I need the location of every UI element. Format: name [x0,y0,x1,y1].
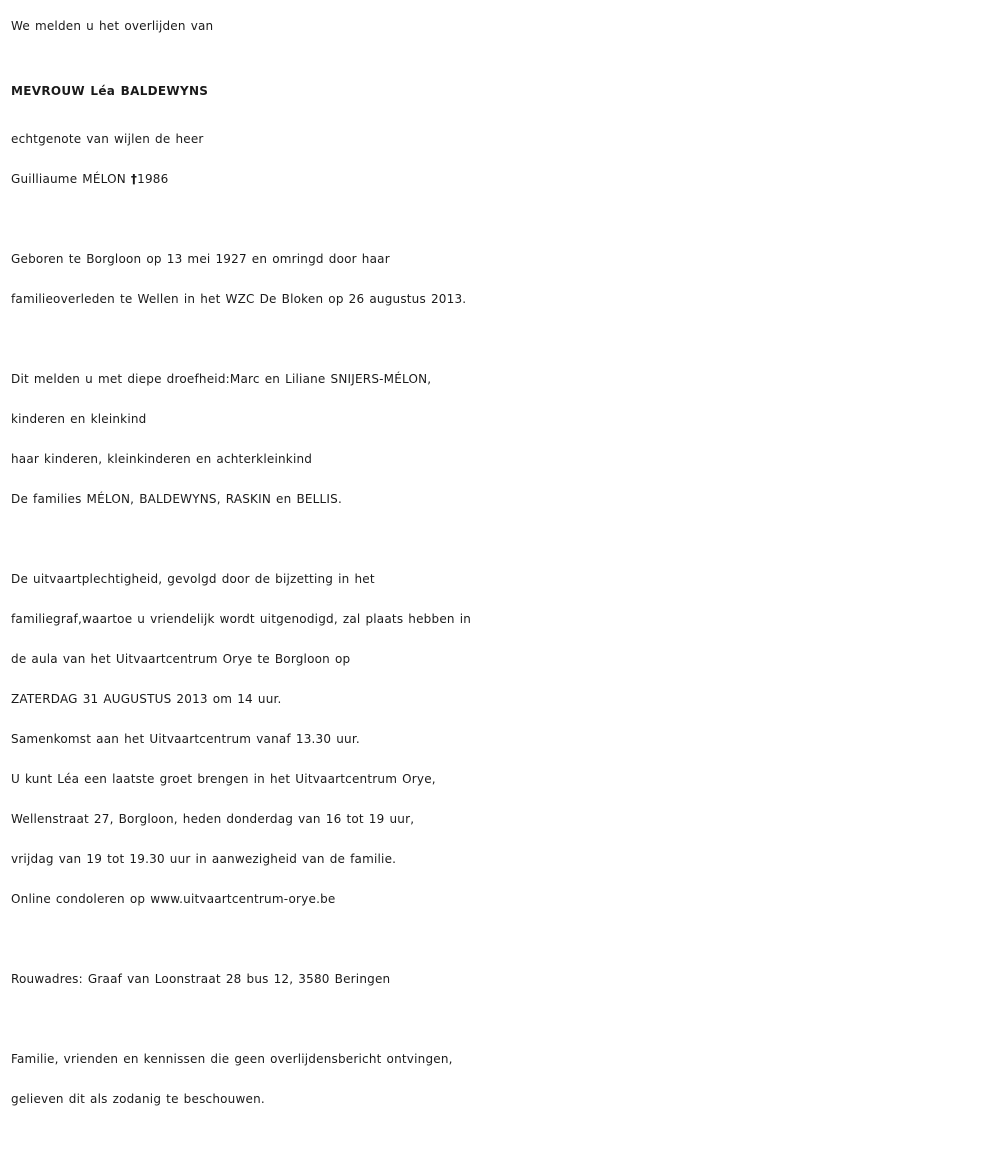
mourners-line-3: haar kinderen, kleinkinderen en achterkleinkind [11,452,313,466]
online-condolence: Online condoleren op www.uitvaartcentrum-orye.be [11,892,336,906]
birth-death-line-1: Geboren te Borgloon op 13 mei 1927 en omringd door haar [11,252,390,266]
ceremony-line-2: familiegraf,waartoe u vriendelijk wordt uitgenodigd, zal plaats hebben in [11,612,472,626]
spouse-relation: echtgenote van wijlen de heer [11,132,204,146]
mourners-line-1: Dit melden u met diepe droefheid:Marc en Liliane SNIJERS-MÉLON, [11,372,432,386]
cross-icon: † [130,172,138,186]
deceased-name: MEVROUW Léa BALDEWYNS [11,84,209,98]
ceremony-line-6: U kunt Léa een laatste groet brengen in het Uitvaartcentrum Orye, [11,772,436,786]
spacer [11,199,996,239]
ceremony-line-5: Samenkomst aan het Uitvaartcentrum vanaf 13.30 uur. [11,732,360,746]
spouse-name: Guilliaume MÉLON [11,172,131,186]
mourning-address: Rouwadres: Graaf van Loonstraat 28 bus 12, 3580 Beringen [11,972,391,986]
ceremony-line-7: Wellenstraat 27, Borgloon, heden donderdag van 16 tot 19 uur, [11,812,415,826]
spouse-line [11,159,996,199]
ceremony-line-8: vrijdag van 19 tot 19.30 uur in aanwezigheid van de familie. [11,852,397,866]
closing-line-2: gelieven dit als zodanig te beschouwen. [11,1092,265,1106]
spacer [11,919,996,959]
ceremony-line-1: De uitvaartplechtigheid, gevolgd door de bijzetting in het [11,572,375,586]
ceremony-date: ZATERDAG 31 AUGUSTUS 2013 om 14 uur. [11,692,282,706]
mourners-line-4: De families MÉLON, BALDEWYNS, RASKIN en BELLIS. [11,492,343,506]
mourners-line-2: kinderen en kleinkind [11,412,147,426]
spacer [11,519,996,559]
spacer [11,319,996,359]
intro-text: We melden u het overlijden van [11,19,214,33]
obituary-notice [11,6,996,1119]
ceremony-line-3: de aula van het Uitvaartcentrum Orye te Borgloon op [11,652,351,666]
spacer [11,999,996,1039]
closing-line-1: Familie, vrienden en kennissen die geen overlijdensbericht ontvingen, [11,1052,453,1066]
birth-death-line-2: familieoverleden te Wellen in het WZC De Bloken op 26 augustus 2013. [11,292,467,306]
spouse-death-year: 1986 [137,172,169,186]
